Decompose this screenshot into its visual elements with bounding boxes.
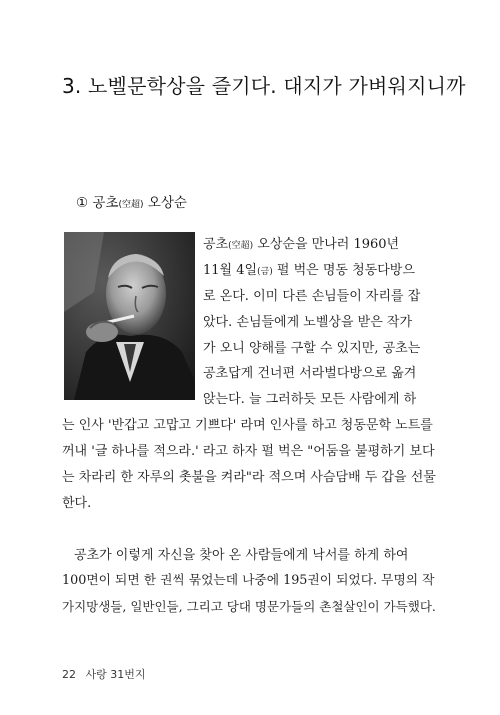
section-heading: [76, 191, 187, 211]
paragraph1-line: 는 인사 '반갑고 고맙고 기쁘다' 라며 인사를 하고 청동문학 노트를: [62, 418, 433, 433]
section-person: 오상순: [147, 195, 187, 211]
section-name: 공초: [92, 195, 119, 211]
paragraph2-line: 공초가 이렇게 자신을 찾아 온 사람들에게 낙서를 하게 하여: [74, 548, 409, 563]
paragraph2-line: 가지망생들, 일반인들, 그리고 당대 명문가들의 촌철살인이 가득했다.: [62, 599, 436, 614]
chapter-title: 3. 노벨문학상을 즐기다. 대지가 가벼워지니까: [62, 74, 466, 98]
paragraph1-line: 앉는다. 늘 그러하듯 모든 사람에게 하: [203, 392, 417, 407]
book-title: 사랑 31번지: [85, 668, 146, 681]
section-marker: ①: [76, 195, 89, 211]
paragraph1-line: 았다. 손님들에게 노벨상을 받은 작가: [203, 315, 413, 330]
paragraph1-line: 공초(空超) 오상순을 만나러 1960년: [203, 237, 400, 252]
section-hanja: (空超): [118, 200, 144, 210]
paragraph1-line: 는 차라리 한 자루의 촛불을 켜라"라 적으며 사슴담배 두 갑을 선물: [62, 470, 436, 485]
paragraph1-line: 한다.: [62, 496, 92, 511]
page-number: 22: [62, 668, 76, 681]
paragraph2-line: 100면이 되면 한 권씩 묶었는데 나중에 195권이 되었다. 무명의 작: [62, 573, 435, 588]
paragraph1-line: 가 오니 양해를 구할 수 있지만, 공초는: [203, 341, 421, 356]
portrait-illustration: [64, 232, 195, 400]
paragraph1-line: 11월 4일(금) 펄 벅은 명동 청동다방으: [203, 263, 415, 278]
portrait-photo: [64, 232, 195, 400]
paragraph1-line: 로 온다. 이미 다른 손님들이 자리를 잡: [203, 289, 421, 304]
paragraph1-line: 꺼내 '글 하나를 적으라.' 라고 하자 펄 벅은 "어둠을 불평하기 보다: [62, 444, 435, 459]
page-footer: [62, 666, 146, 682]
paragraph1-line: 공초답게 건너편 서라벌다방으로 옮겨: [203, 366, 417, 381]
